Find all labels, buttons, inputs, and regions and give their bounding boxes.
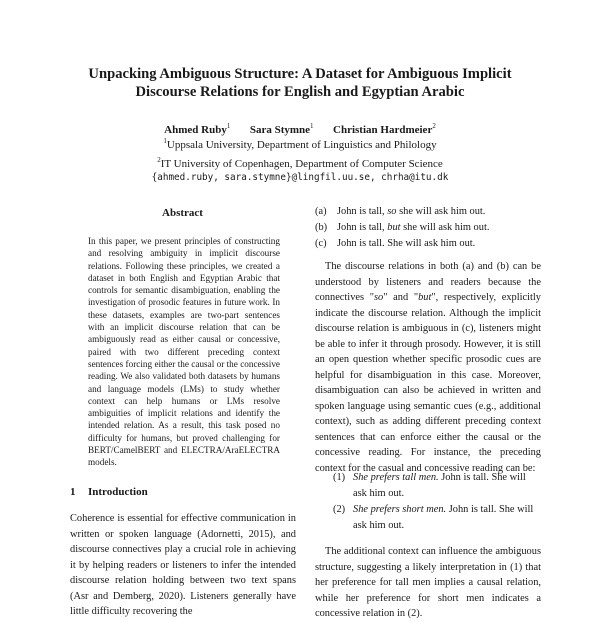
example-label: (c) <box>315 238 327 249</box>
introduction-text: Coherence is essential for effective communication in written or spoken language (Adornetti, 2015), and discourse connectives play a crucial role in achieving it by helping readers or listeners to infer the intended discourse relation holding between two text spans (Asr and Demberg, 2020). Listeners generally have little difficulty recovering the <box>70 513 296 617</box>
author-name: Christian Hardmeier <box>333 124 433 136</box>
author-name: Ahmed Ruby <box>164 124 227 136</box>
example-item: (c) John is tall. She will ask him out. <box>315 238 476 249</box>
connective: but <box>387 222 401 233</box>
section-heading <box>70 486 148 498</box>
abstract-heading: Abstract <box>162 207 203 219</box>
author-affiliation-mark: 2 <box>432 122 436 130</box>
affiliation-line: $^2$IT University of Copenhagen, Department of Computer Science <box>157 155 443 170</box>
author-name: Sara Stymne <box>249 124 311 136</box>
example-item: (a) John is tall, so she will ask him out. <box>315 206 486 217</box>
title-line-1: Unpacking Ambiguous Structure: A Dataset for Ambiguous Implicit <box>88 66 512 82</box>
example-item: (1) She prefers tall men. John is tall. She will ask him out. <box>333 472 526 499</box>
example-label: (1) <box>333 472 346 483</box>
context-sentence: She prefers short men. <box>353 504 447 515</box>
author-emails: {ahmed.ruby, sara.stymne}@lingfil.uu.se, chrha@itu.dk <box>151 172 449 183</box>
context-sentence: She prefers tall men. <box>353 472 439 483</box>
example-item: (b) John is tall, but she will ask him out. <box>315 222 490 233</box>
abstract-text: In this paper, we present principles of constructing and resolving ambiguity in implicit discourse relations. Following these principles, we created a dataset in both English and Egyptian Arabic that controls for semantic disambiguation, enabling the investigation of prosodic features in future work. In these datasets, examples are two-part sentences with an implicit discourse relation that can be ambiguously read as either causal or concessive, paired with two different preceding context sentences forcing either the causal or the concessive reading. We also validated both datasets by humans and language models (LMs) to study whether context can help humans or LMs resolve ambiguities of implicit relations and identify the intended relation. As a result, this task posed no difficulty for humans, but proved challenging for BERT/CamelBERT and ELECTRA/AraELECTRA models. <box>88 236 280 468</box>
title-line-2: Discourse Relations for English and Egyptian Arabic <box>135 84 465 100</box>
affiliations <box>60 134 540 186</box>
example-label: (b) <box>315 222 328 233</box>
example-label: (a) <box>315 206 327 217</box>
example-item: (2) She prefers short men. John is tall. She will ask him out. <box>333 504 534 531</box>
section-title: Introduction <box>88 486 148 498</box>
section-number: 1 <box>70 486 76 498</box>
connective: so <box>387 206 397 217</box>
author-affiliation-mark: 1 <box>226 122 231 130</box>
body-paragraph: The discourse relations in both (a) and (b) can be understood by listeners and readers because the connectives "so" and "but", respectively, explicitly indicate the discourse relation. Although the implicit discourse relation is ambiguous in (c), listeners might be able to infer it through prosody. However, it is still an open question whether specific prosodic cues are helpful for disambiguation in this case. Moreover, disambiguation can also be achieved in written and spoken language using semantic cues (e.g., additional context), such as adding different preceding context sentences that can enforce either the causal or the concessive reading. For instance, the preceding context for the casual and concessive reading can be: <box>315 261 541 474</box>
affiliation-line: $^1$Uppsala University, Department of Linguistics and Philology <box>163 137 437 151</box>
paper-title <box>60 65 540 101</box>
example-label: (2) <box>333 504 346 515</box>
body-paragraph: The additional context can influence the ambiguous structure, suggesting a likely interpretation in (1) that her preference for tall men implies a causal relation, while her preference for short men indicates a concessive relation in (2). <box>315 546 541 619</box>
author-affiliation-mark: 1 <box>310 122 314 130</box>
